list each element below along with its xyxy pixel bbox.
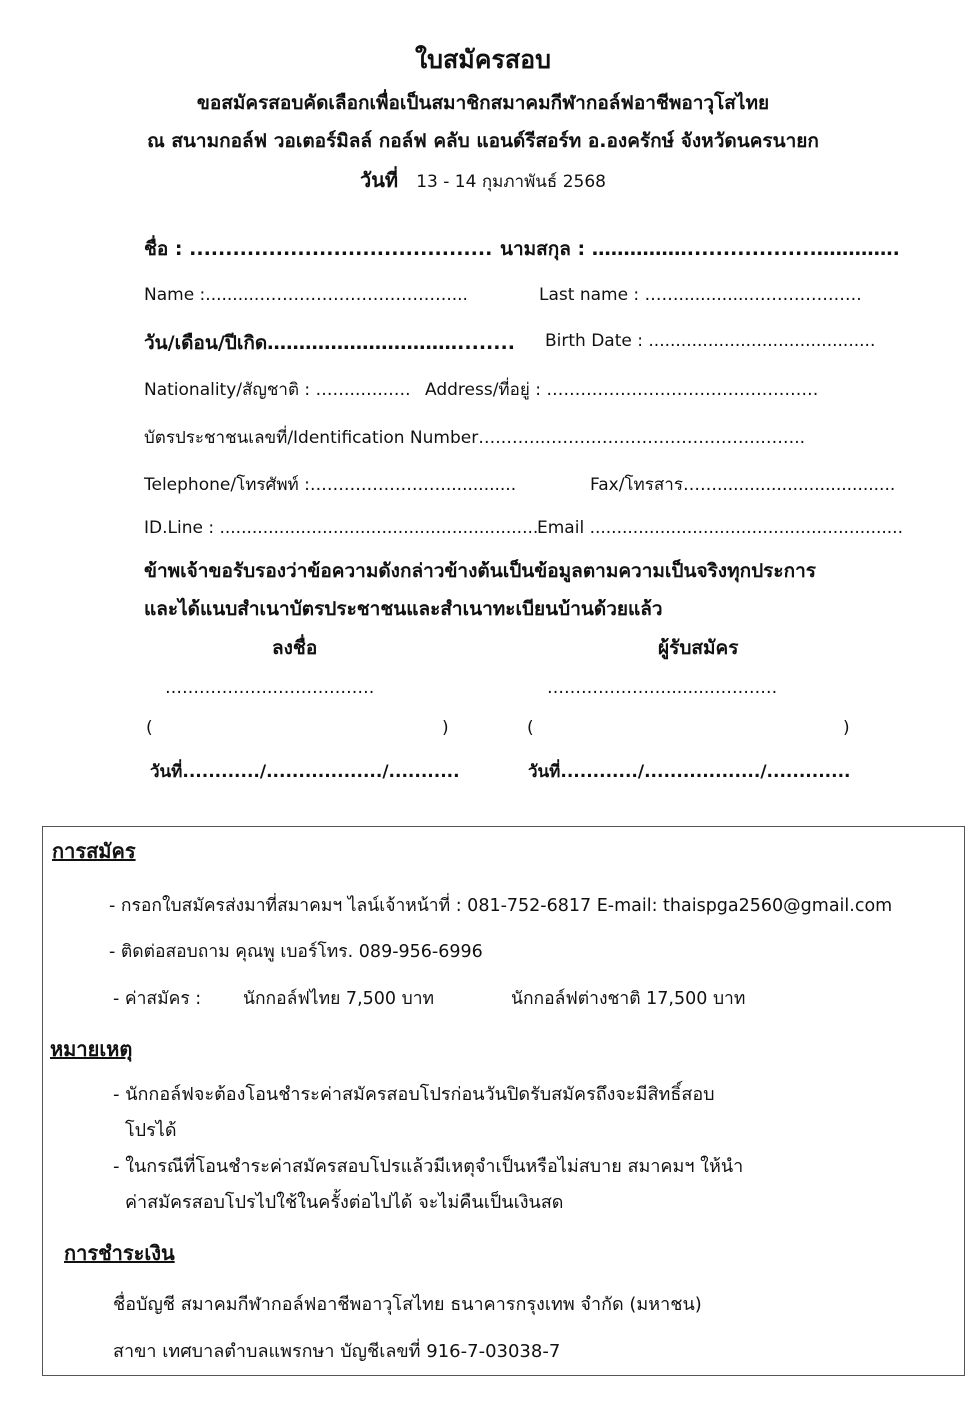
note-2-line-1: - ในกรณีที่โอนชำระค่าสมัครสอบโปรแล้วมีเหตุจำเป็นหรือไม่สบาย สมาคมฯ ให้นำ — [113, 1156, 744, 1177]
exam-date — [0, 164, 966, 196]
fee-label: - ค่าสมัคร : — [113, 989, 202, 1009]
email-field[interactable]: Email .......................................................... — [537, 518, 903, 538]
certify-line-1: ข้าพเจ้าขอรับรองว่าข้อความดังกล่าวข้างต้นเป็นข้อมูลตามความเป็นจริงทุกประการ — [144, 560, 816, 582]
birthdate-th-field[interactable]: วัน/เดือน/ปีเกิด…………………………........ — [144, 332, 515, 354]
venue-line: ณ สนามกอล์ฟ วอเตอร์มิลล์ กอล์ฟ คลับ แอนด์รีสอร์ท อ.องครักษ์ จังหวัดนครนายก — [147, 130, 819, 152]
payment-heading: การชำระเงิน — [64, 1241, 175, 1265]
note-heading: หมายเหตุ — [50, 1037, 133, 1061]
id-number-field[interactable]: บัตรประชาชนเลขที่/Identification Number….……..……….……………………….…….. — [144, 428, 806, 448]
lastname-th-field[interactable]: นามสกุล : ……………..................…………. — [500, 238, 900, 260]
fax-field[interactable]: Fax/โทรสาร……................................. — [590, 475, 896, 495]
line-id-field[interactable]: ID.Line : ........................................................... — [144, 518, 539, 538]
note-1-line-1: - นักกอล์ฟจะต้องโอนชำระค่าสมัครสอบโปรก่อนวันปิดรับสมัครถึงจะมีสิทธิ์สอบ — [113, 1084, 715, 1105]
birthdate-en-field[interactable]: Birth Date : .......................................... — [545, 331, 876, 351]
apply-heading: การสมัคร — [52, 839, 136, 863]
note-1-line-2: โปรได้ — [125, 1120, 177, 1141]
form-title: ใบสมัครสอบ — [414, 45, 552, 74]
sign-label: ลงชื่อ — [272, 637, 318, 659]
name-en-field[interactable]: Name :..........…………………………….... — [144, 285, 468, 305]
fee-thai: นักกอล์ฟไทย 7,500 บาท — [243, 989, 435, 1009]
fee-foreign: นักกอล์ฟต่างชาติ 17,500 บาท — [511, 989, 746, 1009]
receiver-label: ผู้รับสมัคร — [658, 637, 739, 659]
applicant-date-field[interactable]: วันที่............/................../........... — [150, 762, 460, 782]
payment-account-name: ชื่อบัญชี สมาคมกีฬากอล์ฟอาชีพอาวุโสไทย ธนาคารกรุงเทพ จำกัด (มหาชน) — [113, 1294, 702, 1315]
note-2-line-2: ค่าสมัครสอบโปรไปใช้ในครั้งต่อไปได้ จะไม่คืนเป็นเงินสด — [125, 1192, 564, 1213]
firstname-th-field[interactable]: ชื่อ : .......................................... — [144, 238, 493, 260]
nationality-field[interactable]: Nationality/สัญชาติ : ……..…..…. — [144, 380, 411, 400]
address-field[interactable]: Address/ที่อยู่ : ………………………………………… — [425, 380, 819, 400]
telephone-field[interactable]: Telephone/โทรศัพท์ :……………………............. — [144, 475, 517, 495]
certify-line-2: และได้แนบสำเนาบัตรประชาชนและสำเนาทะเบียนบ้านด้วยแล้ว — [144, 598, 663, 620]
applicant-signature-line[interactable]: ……………….……………… — [165, 678, 375, 698]
apply-line-2: - ติดต่อสอบถาม คุณพู เบอร์โทร. 089-956-6996 — [109, 942, 483, 962]
payment-branch-account: สาขา เทศบาลตำบลแพรกษา บัญชีเลขที่ 916-7-03038-7 — [113, 1341, 561, 1362]
form-subtitle: ขอสมัครสอบคัดเลือกเพื่อเป็นสมาชิกสมาคมกีฬากอล์ฟอาชีพอาวุโสไทย — [196, 92, 770, 114]
receiver-signature-line[interactable]: …………………........………… — [547, 678, 778, 698]
exam-date-label: วันที่ — [360, 168, 399, 192]
exam-date-value: 13 - 14 กุมภาพันธ์ 2568 — [416, 172, 606, 192]
apply-line-1: - กรอกใบสมัครส่งมาที่สมาคมฯ ไลน์เจ้าหน้าที่ : 081-752-6817 E-mail: thaispga2560@gmail.com — [109, 896, 893, 916]
info-box — [42, 826, 965, 1376]
receiver-name-paren-open: ( — [527, 718, 534, 738]
applicant-name-paren-close: ) — [442, 718, 449, 738]
lastname-en-field[interactable]: Last name : ……..............………………. — [539, 285, 862, 305]
applicant-name-paren-open: ( — [146, 718, 153, 738]
receiver-date-field[interactable]: วันที่............/................../............. — [528, 762, 851, 782]
receiver-name-paren-close: ) — [843, 718, 850, 738]
